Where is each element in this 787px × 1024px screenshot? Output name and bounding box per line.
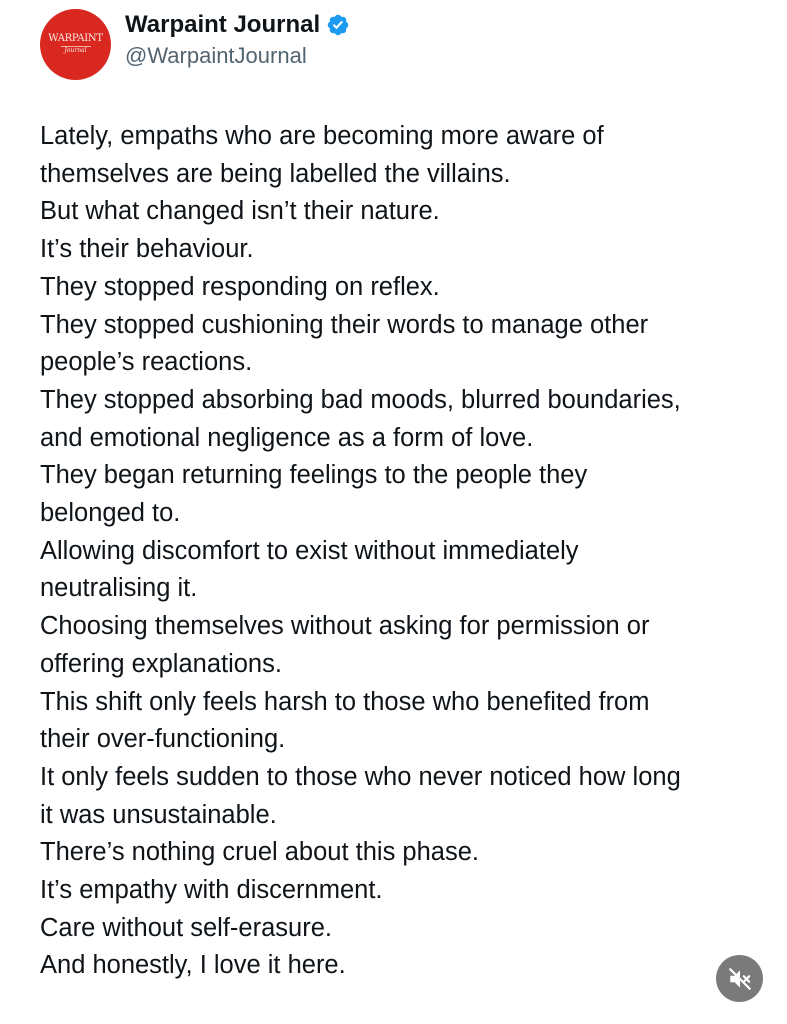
avatar[interactable] <box>40 9 111 80</box>
post-line: And honestly, I love it here. <box>40 951 346 980</box>
display-name[interactable]: Warpaint Journal <box>125 11 321 38</box>
post-line: They stopped responding on reflex. <box>40 272 440 301</box>
post-line: They stopped absorbing bad moods, blurred boundaries, <box>40 385 681 414</box>
post-line: Allowing discomfort to exist without immediately <box>40 536 579 565</box>
post-text <box>40 118 760 985</box>
avatar-logo-text: WARPAINT <box>48 33 103 44</box>
verified-badge-icon <box>326 13 350 37</box>
post-line: Lately, empaths who are becoming more aware of <box>40 122 604 150</box>
post-line: This shift only feels harsh to those who benefited from <box>40 687 650 716</box>
post-line: It’s empathy with discernment. <box>40 876 383 905</box>
post-line: Care without self-erasure. <box>40 913 332 942</box>
post-line: There’s nothing cruel about this phase. <box>40 838 479 867</box>
post-line: themselves are being labelled the villains. <box>40 159 511 188</box>
post-line: offering explanations. <box>40 649 282 678</box>
speaker-muted-icon <box>727 966 753 992</box>
post-header <box>40 8 350 80</box>
post-line: belonged to. <box>40 499 181 528</box>
post-line: people’s reactions. <box>40 348 253 377</box>
post-line: it was unsustainable. <box>40 800 277 829</box>
post-line: neutralising it. <box>40 574 198 603</box>
avatar-script-text: Journal <box>64 47 87 54</box>
account-handle[interactable]: @WarpaintJournal <box>125 43 307 68</box>
post-line: their over-functioning. <box>40 725 286 754</box>
display-name-row <box>125 10 350 40</box>
post-line: It only feels sudden to those who never noticed how long <box>40 762 681 791</box>
account-names <box>125 11 350 70</box>
post-line: and emotional negligence as a form of love. <box>40 423 534 452</box>
mute-toggle-button[interactable] <box>716 955 763 1002</box>
post-line: They stopped cushioning their words to manage other <box>40 310 649 339</box>
post-line: But what changed isn’t their nature. <box>40 197 440 226</box>
post-line: Choosing themselves without asking for permission or <box>40 612 650 641</box>
post-line: It’s their behaviour. <box>40 235 254 264</box>
post-line: They began returning feelings to the people they <box>40 461 588 490</box>
